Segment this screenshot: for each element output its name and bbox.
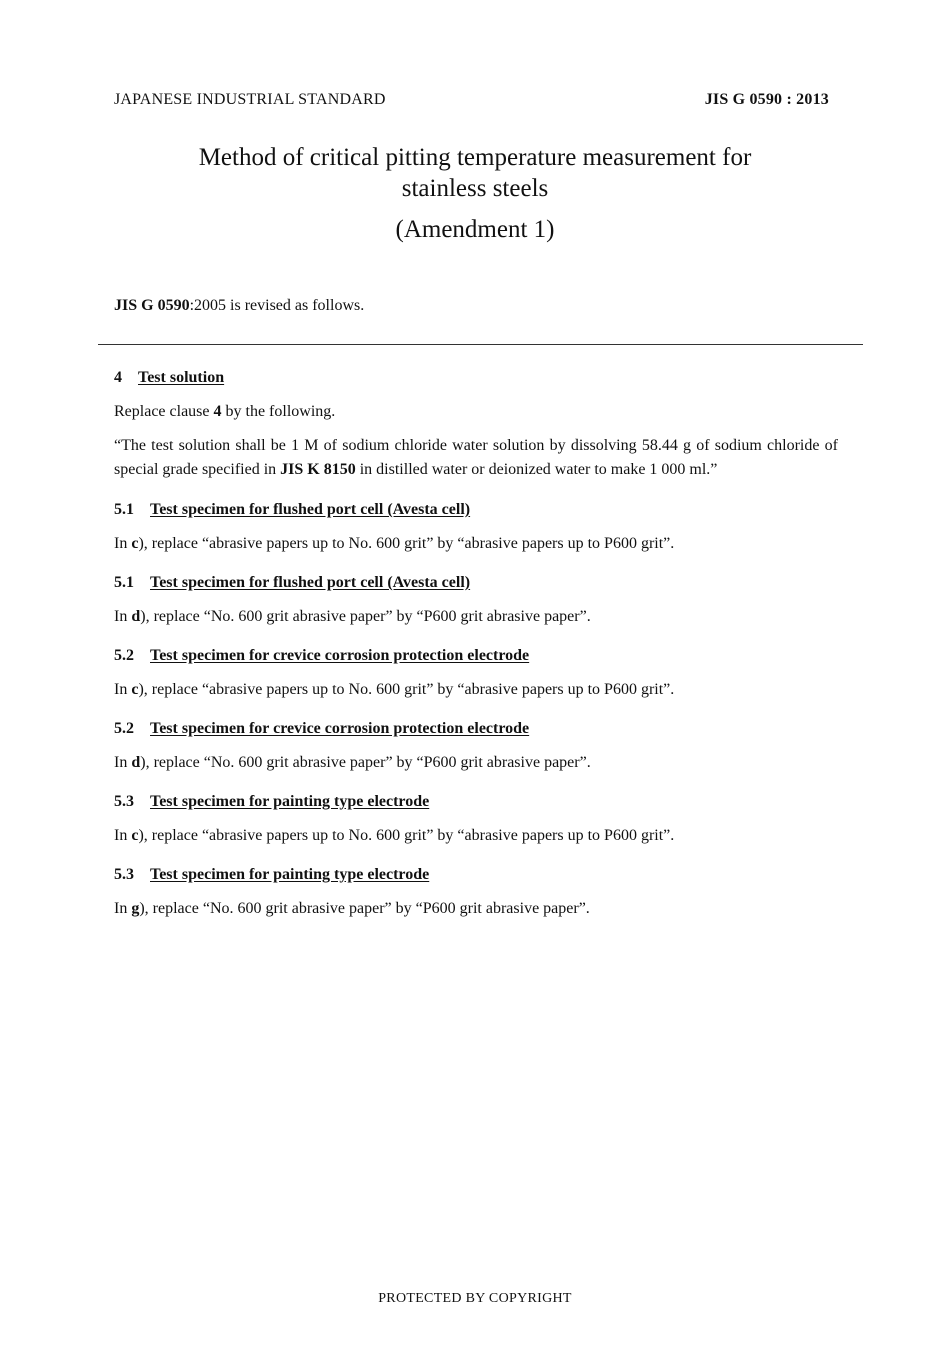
item-letter: d <box>131 754 141 771</box>
item-letter: g <box>131 900 140 917</box>
clause-5-2-d <box>114 717 838 775</box>
divider-rule <box>98 344 863 345</box>
clause-number: 4 <box>114 369 122 386</box>
instruction-text: ), replace “No. 600 grit abrasive paper” by “P600 grit abrasive paper”. <box>140 608 591 625</box>
clause-ref: 4 <box>213 403 222 420</box>
instruction-text: In <box>114 900 132 917</box>
quote-text: “The test solution shall be 1 M of sodium chloride water solution by dissolving 58.44 g of sodium chloride of special grade specified in <box>114 437 838 478</box>
clause-5-3-g <box>114 863 838 921</box>
copyright-footer: PROTECTED BY COPYRIGHT <box>378 1291 572 1306</box>
clause-title: Test specimen for painting type electrode <box>150 866 430 883</box>
item-letter: c <box>131 535 139 552</box>
clause-title: Test specimen for painting type electrode <box>150 793 430 810</box>
clause-instruction <box>114 532 838 556</box>
clause-number: 5.1 <box>114 501 134 518</box>
instruction-text: ), replace “abrasive papers up to No. 600 grit” by “abrasive papers up to P600 grit”. <box>138 535 675 552</box>
clause-instruction <box>114 897 838 921</box>
clause-number: 5.3 <box>114 866 134 883</box>
clause-5-3-c <box>114 790 838 848</box>
clause-heading <box>114 498 838 522</box>
clause-5-2-c <box>114 644 838 702</box>
intro-text: :2005 is revised as follows. <box>189 297 365 314</box>
clause-number: 5.1 <box>114 574 134 591</box>
title-block <box>100 142 850 245</box>
clause-title: Test specimen for crevice corrosion protection electrode <box>150 720 530 737</box>
amendment-label: (Amendment 1) <box>395 216 555 243</box>
standard-ref: JIS K 8150 <box>280 461 356 478</box>
clause-instruction <box>114 605 838 629</box>
standard-name: JAPANESE INDUSTRIAL STANDARD <box>114 91 386 108</box>
clause-number: 5.2 <box>114 720 134 737</box>
clause-instruction <box>114 400 838 424</box>
clause-instruction <box>114 824 838 848</box>
clause-number: 5.3 <box>114 793 134 810</box>
intro-statement <box>114 297 364 315</box>
document-title <box>100 142 850 204</box>
title-line-1: Method of critical pitting temperature measurement for <box>198 144 752 171</box>
instruction-text: Replace clause <box>114 403 214 420</box>
replacement-quote <box>114 434 838 482</box>
title-line-2: stainless steels <box>401 175 549 202</box>
instruction-text: In <box>114 754 132 771</box>
clause-heading <box>114 790 838 814</box>
clause-instruction <box>114 751 838 775</box>
standard-code: JIS G 0590 : 2013 <box>704 91 829 108</box>
clause-5-1-d <box>114 571 838 629</box>
instruction-text: In <box>114 827 132 844</box>
instruction-text: In <box>114 608 132 625</box>
clause-title: Test specimen for flushed port cell (Avesta cell) <box>150 574 471 591</box>
clause-heading <box>114 366 838 390</box>
clause-heading <box>114 644 838 668</box>
clause-heading <box>114 571 838 595</box>
item-letter: c <box>131 827 139 844</box>
clause-instruction <box>114 678 838 702</box>
instruction-text: In <box>114 535 132 552</box>
intro-standard-ref: JIS G 0590 <box>114 297 190 314</box>
quote-text: in distilled water or deionized water to make 1 000 ml.” <box>355 461 718 478</box>
clause-title: Test solution <box>138 369 225 386</box>
instruction-text: ), replace “No. 600 grit abrasive paper” by “P600 grit abrasive paper”. <box>139 900 590 917</box>
clause-4 <box>114 366 838 482</box>
clause-number: 5.2 <box>114 647 134 664</box>
clause-title: Test specimen for flushed port cell (Avesta cell) <box>150 501 471 518</box>
clause-heading <box>114 717 838 741</box>
instruction-text: by the following. <box>221 403 336 420</box>
instruction-text: ), replace “abrasive papers up to No. 600 grit” by “abrasive papers up to P600 grit”. <box>138 681 675 698</box>
instruction-text: In <box>114 681 132 698</box>
clause-list <box>114 366 838 936</box>
item-letter: c <box>131 681 139 698</box>
instruction-text: ), replace “abrasive papers up to No. 600 grit” by “abrasive papers up to P600 grit”. <box>138 827 675 844</box>
clause-5-1-c <box>114 498 838 556</box>
clause-heading <box>114 863 838 887</box>
instruction-text: ), replace “No. 600 grit abrasive paper” by “P600 grit abrasive paper”. <box>140 754 591 771</box>
item-letter: d <box>131 608 141 625</box>
clause-title: Test specimen for crevice corrosion protection electrode <box>150 647 530 664</box>
